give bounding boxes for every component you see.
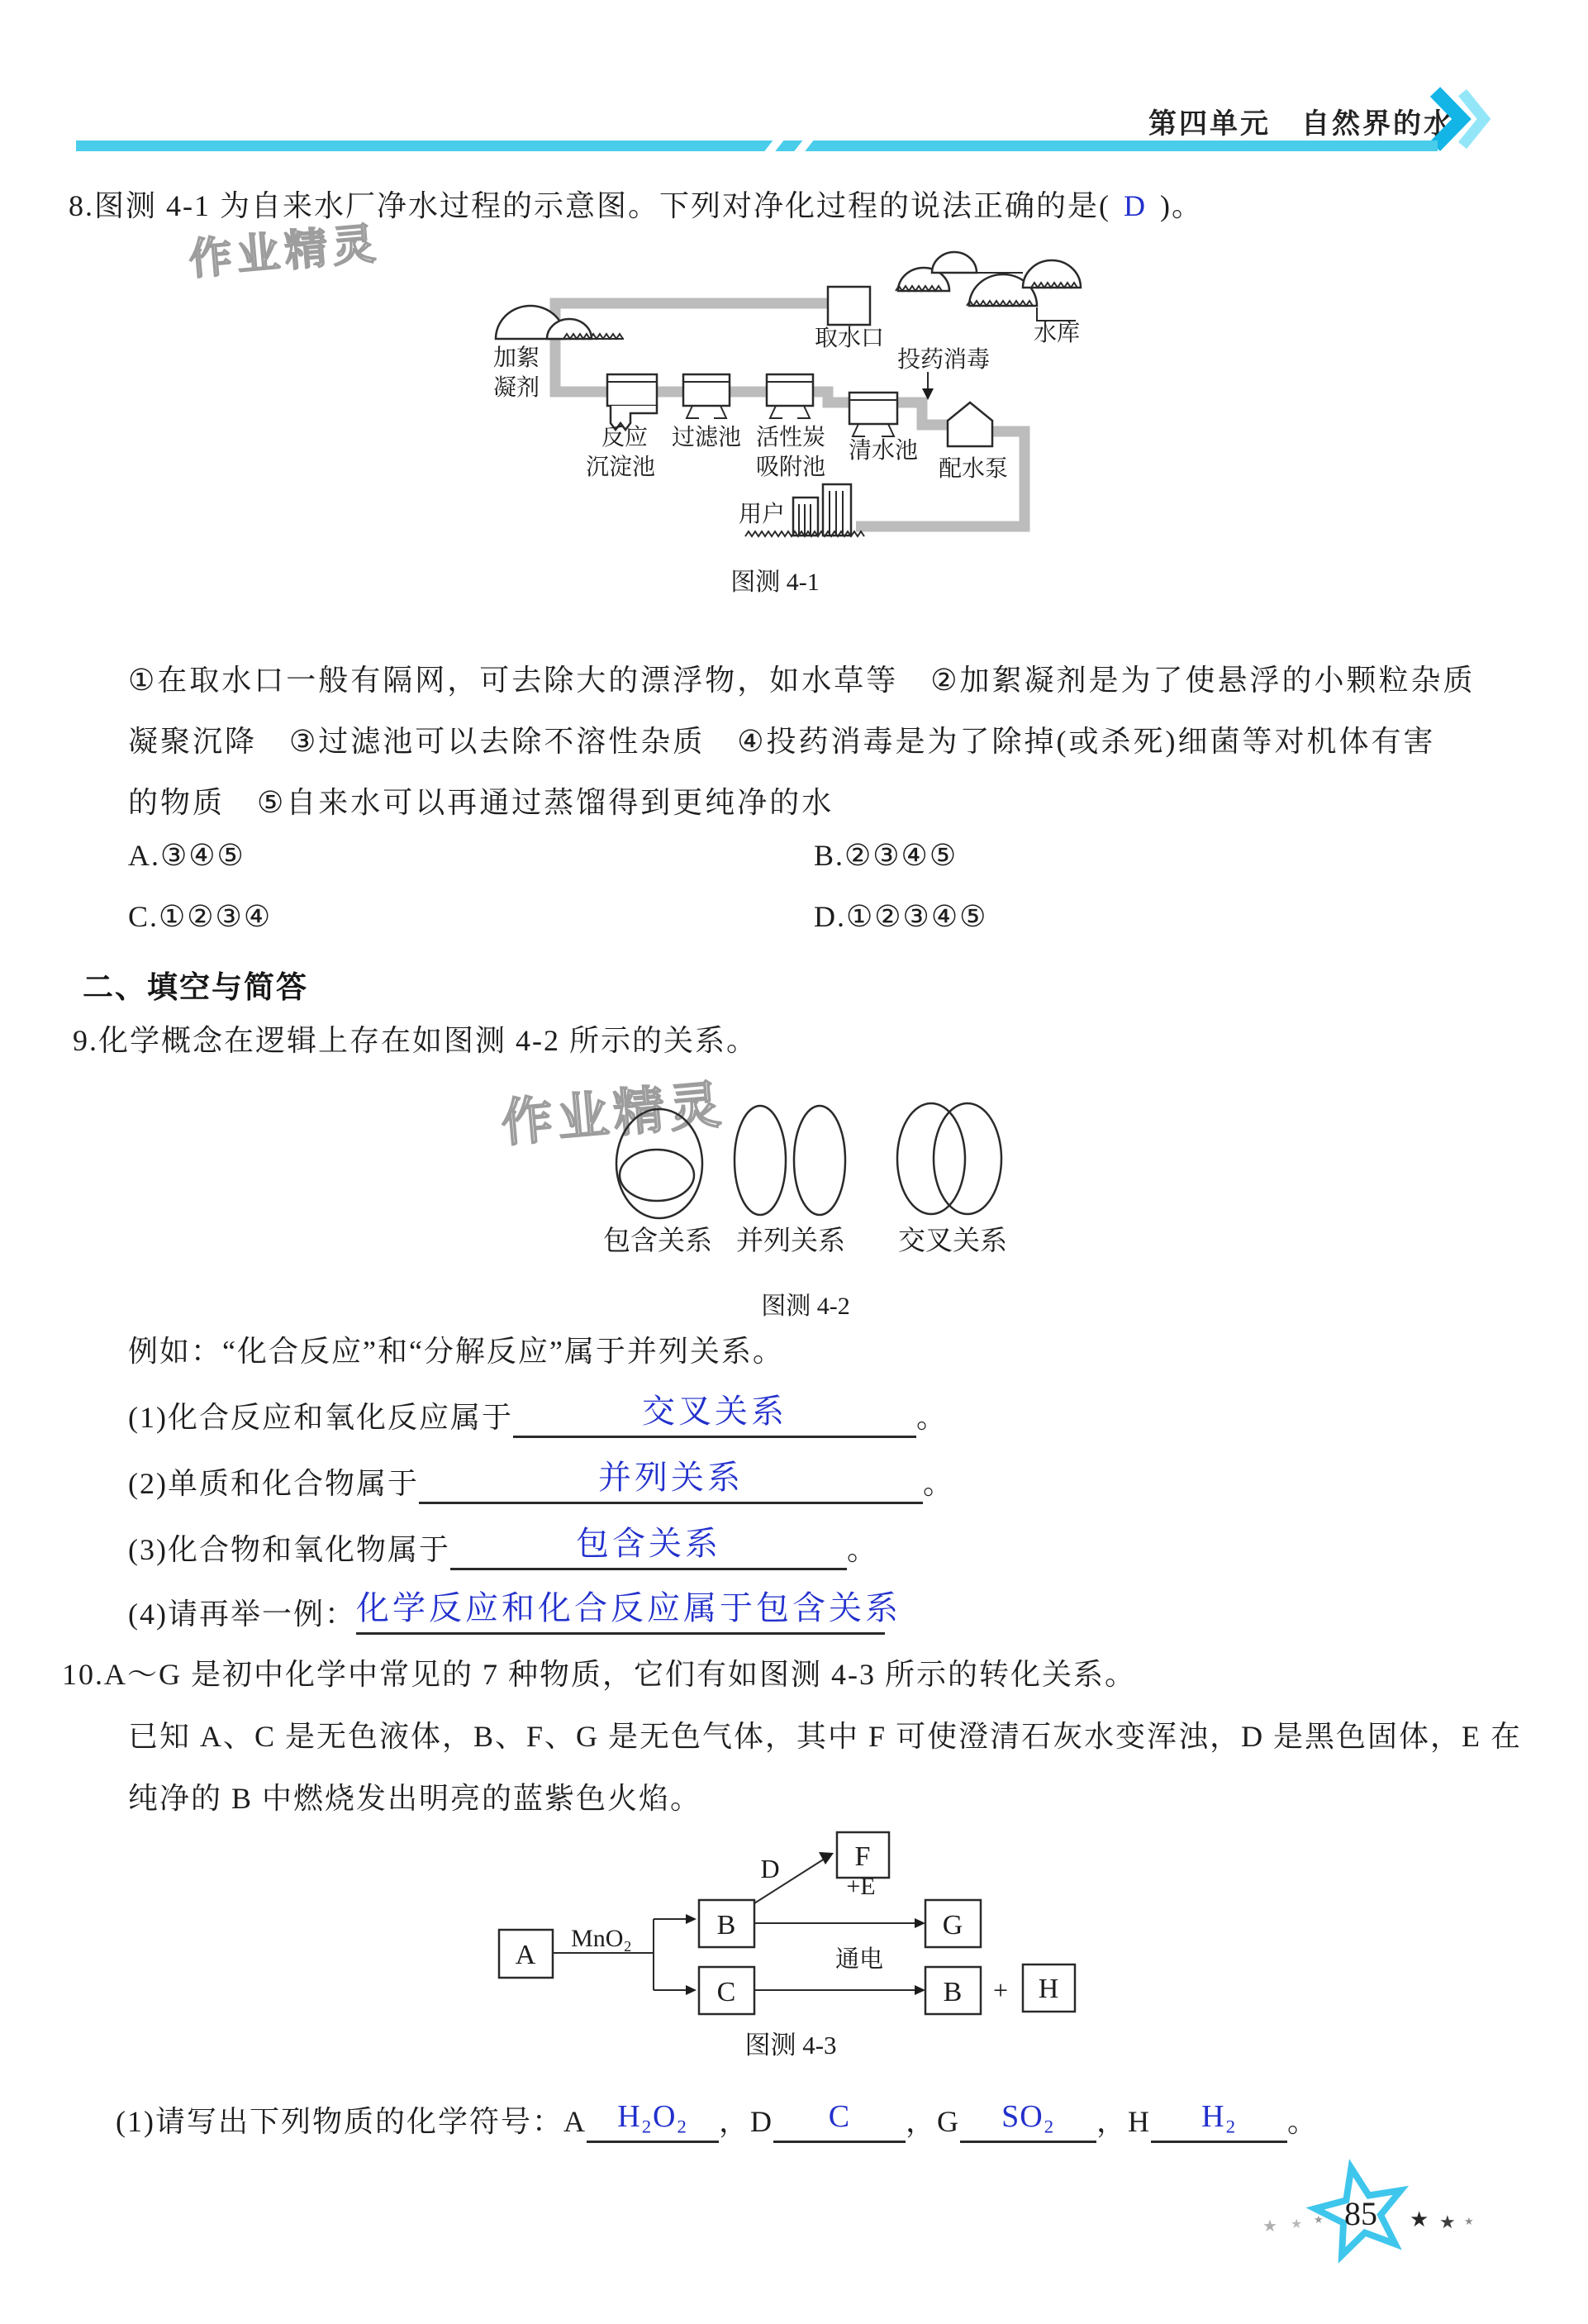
- carbon-label-2: 吸附池: [755, 455, 826, 480]
- page-number: 85: [1344, 2195, 1377, 2232]
- carbon-tank: [767, 374, 813, 406]
- question8-stem: [69, 188, 1203, 223]
- reaction-label-2: 沉淀池: [585, 455, 656, 480]
- flocculant-label-2: 凝剂: [492, 375, 540, 401]
- box-a-label: A: [515, 1940, 536, 1970]
- question10-stem: 10.A～G 是初中化学中常见的 7 种物质，它们有如图测 4-3 所示的转化关系。: [62, 1658, 1136, 1691]
- mountain-icon: [932, 252, 977, 273]
- header-divider-bar: [76, 140, 1438, 151]
- q9-blank2-answer: 并列关系: [597, 1459, 744, 1496]
- plus-e-label: +E: [846, 1873, 876, 1900]
- small-star-icon: ★: [1464, 2215, 1474, 2227]
- small-star-icon: ★: [1439, 2212, 1456, 2232]
- q10-answer-h: H₂: [1201, 2099, 1237, 2134]
- transformation-diagram: [479, 1818, 1091, 2066]
- q10-blank-a: [587, 2099, 719, 2143]
- q9-blank1-answer: 交叉关系: [641, 1393, 787, 1430]
- venn-diagram: [578, 1074, 1074, 1322]
- reaction-label-1: 反应: [601, 425, 649, 450]
- divider-slash: [761, 140, 786, 151]
- q9-blank3-answer: 包含关系: [575, 1525, 721, 1562]
- q9-blank3-prefix: (3)化合物和氧化物属于: [128, 1533, 450, 1566]
- q10-blank-d: [773, 2099, 906, 2143]
- q10-blank-g: [960, 2099, 1096, 2143]
- mno2-label: MnO₂: [571, 1925, 632, 1952]
- q9-blank1-suffix: 。: [915, 1401, 948, 1434]
- venn-label-parallel: 并列关系: [736, 1226, 845, 1256]
- q10-sep-d: ，D: [718, 2105, 773, 2138]
- q9-blank2-suffix: 。: [922, 1467, 954, 1500]
- filter-label: 过滤池: [671, 425, 742, 450]
- reservoir-label: 水库: [1033, 321, 1081, 346]
- box-g-label: G: [942, 1910, 963, 1941]
- q9-blank3-suffix: 。: [846, 1533, 878, 1566]
- q8-stem-prefix: 8.图测 4-1 为自来水厂净水过程的示意图。下列对净化过程的说法正确的是(: [69, 189, 1110, 222]
- arrowhead: [819, 1852, 834, 1864]
- carbon-label-1: 活性炭: [755, 425, 826, 450]
- q8-statements-line2: 凝聚沉降 ③过滤池可以去除不溶性杂质 ④投药消毒是为了除掉(或杀死)细菌等对机体有害: [128, 725, 1436, 758]
- q9-blank-row-1: [128, 1393, 948, 1438]
- page-number-star: [1248, 2164, 1504, 2267]
- plus-sign: +: [992, 1975, 1009, 2005]
- d-label: D: [760, 1854, 780, 1883]
- q9-blank3-field: [450, 1525, 847, 1570]
- q9-blank2-prefix: (2)单质和化合物属于: [128, 1467, 419, 1500]
- diagram1-caption: 图测 4-1: [730, 569, 820, 596]
- watermark-text: 作业精灵: [499, 1076, 729, 1153]
- users-label: 用户: [738, 502, 786, 527]
- tank-legs: [853, 424, 894, 436]
- q8-option-a: A.③④⑤: [128, 839, 245, 872]
- q9-blank2-field: [419, 1459, 923, 1504]
- q8-option-d: D.①②③④⑤: [814, 900, 988, 933]
- q8-stem-suffix: )。: [1159, 189, 1203, 222]
- arrowhead: [686, 1914, 697, 1924]
- arrowhead: [686, 1985, 697, 1995]
- page-title: 第四单元 自然界的水: [1148, 108, 1454, 140]
- clear-pool-label: 清水池: [848, 438, 919, 464]
- tank-legs: [687, 406, 726, 418]
- q10-answer-g: SO₂: [1001, 2099, 1055, 2134]
- water-plant-diagram: [454, 240, 1099, 603]
- venn-parallel-ellipse: [794, 1106, 845, 1215]
- small-star-icon: ★: [1410, 2207, 1429, 2231]
- q8-statements-line1: ①在取水口一般有隔网，可去除大的漂浮物，如水草等 ②加絮凝剂是为了使悬浮的小颗粒杂质: [128, 664, 1476, 697]
- q10-sub1-suffix: 。: [1286, 2105, 1319, 2138]
- small-star-icon: ★: [1291, 2217, 1303, 2231]
- q10-answer-d: C: [828, 2099, 851, 2134]
- box-h-label: H: [1038, 1974, 1059, 2004]
- flocculant-label-1: 加絮: [492, 345, 540, 371]
- q10-sub1-prefix: (1)请写出下列物质的化学符号：A: [116, 2105, 587, 2138]
- q9-blank-row-3: [128, 1525, 878, 1570]
- q9-blank-row-4: [128, 1589, 901, 1635]
- q8-statements-line3: 的物质 ⑤自来水可以再通过蒸馏得到更纯净的水: [128, 786, 834, 819]
- pump-label: 配水泵: [938, 456, 1009, 482]
- diagram2-caption: 图测 4-2: [761, 1293, 850, 1320]
- q8-option-c: C.①②③④: [128, 900, 273, 933]
- q8-option-b: B.②③④⑤: [814, 839, 958, 872]
- mountain-icon: [1023, 260, 1081, 288]
- box-c-label: C: [716, 1977, 736, 2007]
- venn-parallel-ellipse: [735, 1106, 786, 1215]
- dosing-label: 投药消毒: [896, 347, 991, 373]
- question9-stem: 9.化学概念在逻辑上存在如图测 4-2 所示的关系。: [73, 1024, 758, 1057]
- tank-legs: [770, 406, 810, 418]
- q9-example: 例如：“化合反应”和“分解反应”属于并列关系。: [128, 1335, 784, 1368]
- q9-blank4-prefix: (4)请再举一例：: [128, 1598, 356, 1631]
- small-star-icon: ★: [1314, 2213, 1324, 2226]
- q9-blank4-field: [355, 1589, 901, 1635]
- watermark-text: 作业精灵: [187, 219, 383, 284]
- clear-pool-tank: [849, 393, 897, 424]
- venn-cross-ellipse: [934, 1103, 1001, 1214]
- q10-sub1-row: [116, 2099, 1319, 2143]
- section-title: 二、填空与简答: [83, 970, 308, 1004]
- divider-slash: [791, 140, 815, 151]
- q10-sep-h: ，H: [1096, 2105, 1151, 2138]
- q9-blank4-answer: 化学反应和化合反应属于包含关系: [355, 1589, 901, 1626]
- arrowhead: [915, 1985, 925, 1995]
- q9-blank1-field: [513, 1393, 916, 1438]
- q9-blank1-prefix: (1)化合反应和氧化反应属于: [128, 1401, 513, 1434]
- venn-label-inclusion: 包含关系: [603, 1226, 712, 1256]
- q8-answer: D: [1123, 189, 1147, 222]
- intake-box: [828, 287, 870, 325]
- q10-answer-a: H₂O₂: [617, 2099, 688, 2134]
- pump-house: [948, 402, 992, 446]
- q10-stem-line3: 纯净的 B 中燃烧发出明亮的蓝紫色火焰。: [128, 1782, 702, 1815]
- q10-blank-h: [1151, 2099, 1287, 2143]
- venn-cross-ellipse: [897, 1103, 965, 1214]
- venn-inner-ellipse: [620, 1150, 694, 1201]
- q9-blank-row-2: [128, 1459, 954, 1504]
- small-star-icon: ★: [1262, 2217, 1277, 2236]
- diagram3-caption: 图测 4-3: [744, 2031, 837, 2060]
- reaction-tank: [607, 374, 657, 406]
- q10-stem-line2: 已知 A、C 是无色液体，B、F、G 是无色气体，其中 F 可使澄清石灰水变浑浊，D 是黑色固体，E 在: [128, 1720, 1523, 1753]
- box-f-label: F: [854, 1841, 871, 1872]
- filter-tank: [683, 374, 730, 406]
- box-b-label: B: [716, 1910, 736, 1941]
- electrify-label: 通电: [834, 1946, 884, 1973]
- intake-label: 取水口: [814, 326, 885, 351]
- arrowhead: [915, 1918, 925, 1928]
- box-b2-label: B: [943, 1977, 963, 2007]
- q10-sep-g: ，G: [905, 2105, 960, 2138]
- venn-label-cross: 交叉关系: [898, 1226, 1007, 1256]
